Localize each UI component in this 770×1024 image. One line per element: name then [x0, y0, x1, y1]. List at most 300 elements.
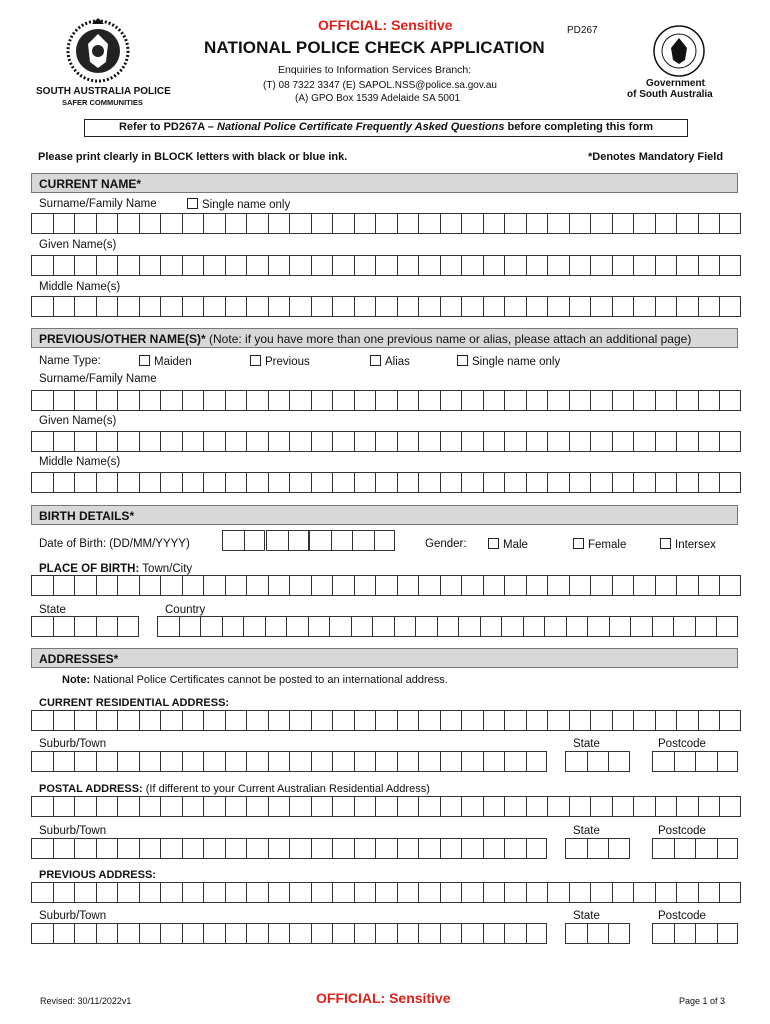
- char-box[interactable]: [590, 472, 612, 493]
- char-box[interactable]: [375, 710, 397, 731]
- char-box[interactable]: [117, 616, 139, 637]
- char-box[interactable]: [415, 616, 437, 637]
- char-box[interactable]: [547, 796, 569, 817]
- char-box[interactable]: [483, 296, 505, 317]
- previous-checkbox[interactable]: Previous: [250, 355, 310, 368]
- char-box[interactable]: [289, 472, 311, 493]
- char-box[interactable]: [354, 213, 376, 234]
- char-box[interactable]: [504, 255, 526, 276]
- char-box[interactable]: [96, 431, 118, 452]
- char-box[interactable]: [139, 882, 161, 903]
- char-box[interactable]: [246, 838, 268, 859]
- char-box[interactable]: [244, 530, 266, 551]
- char-box[interactable]: [440, 796, 462, 817]
- char-box[interactable]: [311, 296, 333, 317]
- char-box[interactable]: [329, 616, 351, 637]
- char-box[interactable]: [74, 751, 96, 772]
- char-box[interactable]: [160, 213, 182, 234]
- char-box[interactable]: [458, 616, 480, 637]
- char-box[interactable]: [440, 751, 462, 772]
- char-box[interactable]: [504, 923, 526, 944]
- char-box[interactable]: [289, 213, 311, 234]
- char-box[interactable]: [590, 575, 612, 596]
- char-box[interactable]: [309, 530, 331, 551]
- char-box[interactable]: [96, 213, 118, 234]
- char-box[interactable]: [160, 255, 182, 276]
- char-box[interactable]: [418, 796, 440, 817]
- char-box[interactable]: [117, 882, 139, 903]
- char-box[interactable]: [526, 838, 548, 859]
- char-box[interactable]: [268, 882, 290, 903]
- char-box[interactable]: [246, 296, 268, 317]
- char-box[interactable]: [569, 255, 591, 276]
- char-box[interactable]: [526, 472, 548, 493]
- char-box[interactable]: [225, 923, 247, 944]
- char-box[interactable]: [117, 838, 139, 859]
- char-box[interactable]: [225, 751, 247, 772]
- char-box[interactable]: [53, 575, 75, 596]
- char-box[interactable]: [268, 431, 290, 452]
- char-box[interactable]: [246, 796, 268, 817]
- char-box[interactable]: [526, 213, 548, 234]
- char-box[interactable]: [504, 575, 526, 596]
- char-box[interactable]: [268, 296, 290, 317]
- char-box[interactable]: [608, 838, 630, 859]
- char-box[interactable]: [461, 882, 483, 903]
- char-box[interactable]: [608, 751, 630, 772]
- char-box[interactable]: [139, 575, 161, 596]
- char-box[interactable]: [633, 472, 655, 493]
- char-box[interactable]: [676, 390, 698, 411]
- char-box[interactable]: [440, 923, 462, 944]
- char-box[interactable]: [397, 213, 419, 234]
- alias-checkbox[interactable]: Alias: [370, 355, 410, 368]
- char-box[interactable]: [397, 923, 419, 944]
- char-box[interactable]: [351, 616, 373, 637]
- char-box[interactable]: [53, 390, 75, 411]
- char-box[interactable]: [397, 431, 419, 452]
- char-box[interactable]: [268, 710, 290, 731]
- char-box[interactable]: [268, 751, 290, 772]
- char-box[interactable]: [547, 213, 569, 234]
- char-box[interactable]: [289, 751, 311, 772]
- char-box[interactable]: [160, 882, 182, 903]
- char-box[interactable]: [332, 796, 354, 817]
- char-box[interactable]: [74, 838, 96, 859]
- char-box[interactable]: [311, 213, 333, 234]
- char-box[interactable]: [289, 796, 311, 817]
- char-box[interactable]: [311, 575, 333, 596]
- char-box[interactable]: [375, 575, 397, 596]
- char-box[interactable]: [246, 213, 268, 234]
- char-box[interactable]: [590, 296, 612, 317]
- char-box[interactable]: [547, 431, 569, 452]
- current-address-field[interactable]: [31, 710, 741, 731]
- char-box[interactable]: [160, 390, 182, 411]
- checkbox-box[interactable]: [139, 355, 150, 366]
- char-box[interactable]: [182, 472, 204, 493]
- char-box[interactable]: [480, 616, 502, 637]
- char-box[interactable]: [719, 710, 741, 731]
- char-box[interactable]: [182, 882, 204, 903]
- char-box[interactable]: [311, 431, 333, 452]
- char-box[interactable]: [53, 431, 75, 452]
- postal-address-field[interactable]: [31, 796, 741, 817]
- char-box[interactable]: [698, 296, 720, 317]
- char-box[interactable]: [246, 882, 268, 903]
- char-box[interactable]: [74, 575, 96, 596]
- char-box[interactable]: [117, 213, 139, 234]
- char-box[interactable]: [544, 616, 566, 637]
- char-box[interactable]: [139, 213, 161, 234]
- char-box[interactable]: [676, 796, 698, 817]
- char-box[interactable]: [160, 796, 182, 817]
- char-box[interactable]: [74, 255, 96, 276]
- char-box[interactable]: [139, 390, 161, 411]
- char-box[interactable]: [461, 296, 483, 317]
- char-box[interactable]: [612, 213, 634, 234]
- checkbox-box[interactable]: [457, 355, 468, 366]
- current-postcode-field[interactable]: [652, 751, 738, 772]
- char-box[interactable]: [332, 838, 354, 859]
- char-box[interactable]: [160, 751, 182, 772]
- char-box[interactable]: [117, 796, 139, 817]
- char-box[interactable]: [547, 710, 569, 731]
- char-box[interactable]: [74, 296, 96, 317]
- char-box[interactable]: [461, 213, 483, 234]
- char-box[interactable]: [203, 710, 225, 731]
- char-box[interactable]: [160, 838, 182, 859]
- char-box[interactable]: [117, 390, 139, 411]
- previous-single-name-checkbox[interactable]: Single name only: [457, 355, 560, 368]
- char-box[interactable]: [354, 882, 376, 903]
- char-box[interactable]: [676, 472, 698, 493]
- char-box[interactable]: [139, 255, 161, 276]
- char-box[interactable]: [483, 796, 505, 817]
- char-box[interactable]: [526, 296, 548, 317]
- char-box[interactable]: [203, 431, 225, 452]
- char-box[interactable]: [676, 710, 698, 731]
- char-box[interactable]: [222, 616, 244, 637]
- char-box[interactable]: [354, 390, 376, 411]
- char-box[interactable]: [590, 255, 612, 276]
- char-box[interactable]: [526, 882, 548, 903]
- female-checkbox[interactable]: Female: [573, 538, 626, 551]
- char-box[interactable]: [225, 255, 247, 276]
- char-box[interactable]: [96, 796, 118, 817]
- char-box[interactable]: [633, 796, 655, 817]
- char-box[interactable]: [612, 431, 634, 452]
- char-box[interactable]: [74, 796, 96, 817]
- char-box[interactable]: [526, 923, 548, 944]
- char-box[interactable]: [53, 923, 75, 944]
- char-box[interactable]: [483, 710, 505, 731]
- char-box[interactable]: [311, 390, 333, 411]
- char-box[interactable]: [311, 923, 333, 944]
- char-box[interactable]: [74, 431, 96, 452]
- char-box[interactable]: [332, 923, 354, 944]
- char-box[interactable]: [268, 923, 290, 944]
- char-box[interactable]: [74, 710, 96, 731]
- char-box[interactable]: [526, 796, 548, 817]
- char-box[interactable]: [375, 882, 397, 903]
- char-box[interactable]: [31, 255, 53, 276]
- char-box[interactable]: [139, 838, 161, 859]
- char-box[interactable]: [354, 710, 376, 731]
- char-box[interactable]: [289, 296, 311, 317]
- char-box[interactable]: [311, 882, 333, 903]
- char-box[interactable]: [587, 751, 609, 772]
- char-box[interactable]: [652, 923, 674, 944]
- char-box[interactable]: [633, 296, 655, 317]
- char-box[interactable]: [354, 838, 376, 859]
- char-box[interactable]: [53, 710, 75, 731]
- char-box[interactable]: [526, 431, 548, 452]
- char-box[interactable]: [501, 616, 523, 637]
- char-box[interactable]: [246, 255, 268, 276]
- char-box[interactable]: [96, 472, 118, 493]
- char-box[interactable]: [526, 390, 548, 411]
- char-box[interactable]: [698, 213, 720, 234]
- char-box[interactable]: [332, 213, 354, 234]
- char-box[interactable]: [203, 390, 225, 411]
- char-box[interactable]: [289, 575, 311, 596]
- char-box[interactable]: [695, 838, 717, 859]
- char-box[interactable]: [655, 255, 677, 276]
- char-box[interactable]: [569, 796, 591, 817]
- char-box[interactable]: [96, 296, 118, 317]
- char-box[interactable]: [222, 530, 244, 551]
- char-box[interactable]: [332, 472, 354, 493]
- char-box[interactable]: [461, 751, 483, 772]
- char-box[interactable]: [566, 616, 588, 637]
- char-box[interactable]: [53, 882, 75, 903]
- char-box[interactable]: [652, 838, 674, 859]
- char-box[interactable]: [504, 296, 526, 317]
- char-box[interactable]: [203, 796, 225, 817]
- char-box[interactable]: [461, 710, 483, 731]
- checkbox-box[interactable]: [573, 538, 584, 549]
- char-box[interactable]: [440, 882, 462, 903]
- char-box[interactable]: [483, 431, 505, 452]
- char-box[interactable]: [268, 255, 290, 276]
- char-box[interactable]: [74, 923, 96, 944]
- postal-state-field[interactable]: [565, 838, 630, 859]
- char-box[interactable]: [719, 390, 741, 411]
- char-box[interactable]: [268, 213, 290, 234]
- char-box[interactable]: [565, 923, 587, 944]
- previous-middle-field[interactable]: [31, 472, 741, 493]
- char-box[interactable]: [374, 530, 396, 551]
- char-box[interactable]: [590, 710, 612, 731]
- char-box[interactable]: [203, 751, 225, 772]
- char-box[interactable]: [308, 616, 330, 637]
- char-box[interactable]: [375, 255, 397, 276]
- char-box[interactable]: [352, 530, 374, 551]
- char-box[interactable]: [225, 575, 247, 596]
- char-box[interactable]: [117, 923, 139, 944]
- char-box[interactable]: [31, 472, 53, 493]
- char-box[interactable]: [461, 255, 483, 276]
- char-box[interactable]: [461, 923, 483, 944]
- char-box[interactable]: [375, 796, 397, 817]
- char-box[interactable]: [117, 296, 139, 317]
- char-box[interactable]: [612, 255, 634, 276]
- char-box[interactable]: [483, 213, 505, 234]
- char-box[interactable]: [612, 390, 634, 411]
- char-box[interactable]: [397, 472, 419, 493]
- checkbox-box[interactable]: [250, 355, 261, 366]
- char-box[interactable]: [246, 390, 268, 411]
- char-box[interactable]: [31, 616, 53, 637]
- char-box[interactable]: [53, 472, 75, 493]
- char-box[interactable]: [289, 255, 311, 276]
- char-box[interactable]: [719, 255, 741, 276]
- char-box[interactable]: [139, 796, 161, 817]
- char-box[interactable]: [53, 796, 75, 817]
- dob-year-field[interactable]: [309, 530, 395, 551]
- char-box[interactable]: [461, 431, 483, 452]
- char-box[interactable]: [182, 296, 204, 317]
- char-box[interactable]: [31, 710, 53, 731]
- char-box[interactable]: [523, 616, 545, 637]
- char-box[interactable]: [96, 923, 118, 944]
- char-box[interactable]: [332, 710, 354, 731]
- char-box[interactable]: [630, 616, 652, 637]
- char-box[interactable]: [397, 296, 419, 317]
- char-box[interactable]: [117, 472, 139, 493]
- char-box[interactable]: [440, 472, 462, 493]
- char-box[interactable]: [266, 530, 288, 551]
- char-box[interactable]: [717, 923, 739, 944]
- char-box[interactable]: [698, 796, 720, 817]
- char-box[interactable]: [612, 472, 634, 493]
- char-box[interactable]: [418, 882, 440, 903]
- char-box[interactable]: [418, 472, 440, 493]
- char-box[interactable]: [547, 575, 569, 596]
- char-box[interactable]: [53, 255, 75, 276]
- char-box[interactable]: [695, 923, 717, 944]
- char-box[interactable]: [698, 472, 720, 493]
- char-box[interactable]: [96, 255, 118, 276]
- char-box[interactable]: [182, 796, 204, 817]
- char-box[interactable]: [289, 710, 311, 731]
- char-box[interactable]: [633, 575, 655, 596]
- checkbox-box[interactable]: [187, 198, 198, 209]
- char-box[interactable]: [31, 838, 53, 859]
- char-box[interactable]: [160, 710, 182, 731]
- char-box[interactable]: [612, 296, 634, 317]
- char-box[interactable]: [612, 796, 634, 817]
- char-box[interactable]: [698, 255, 720, 276]
- char-box[interactable]: [397, 710, 419, 731]
- char-box[interactable]: [332, 575, 354, 596]
- char-box[interactable]: [246, 431, 268, 452]
- char-box[interactable]: [547, 390, 569, 411]
- char-box[interactable]: [311, 255, 333, 276]
- char-box[interactable]: [31, 575, 53, 596]
- char-box[interactable]: [160, 296, 182, 317]
- char-box[interactable]: [354, 472, 376, 493]
- char-box[interactable]: [676, 213, 698, 234]
- birth-state-field[interactable]: [31, 616, 139, 637]
- char-box[interactable]: [332, 296, 354, 317]
- char-box[interactable]: [397, 751, 419, 772]
- char-box[interactable]: [418, 255, 440, 276]
- birth-country-field[interactable]: [157, 616, 738, 637]
- char-box[interactable]: [289, 923, 311, 944]
- char-box[interactable]: [286, 616, 308, 637]
- char-box[interactable]: [612, 882, 634, 903]
- char-box[interactable]: [547, 255, 569, 276]
- char-box[interactable]: [633, 213, 655, 234]
- char-box[interactable]: [698, 431, 720, 452]
- char-box[interactable]: [375, 923, 397, 944]
- char-box[interactable]: [332, 255, 354, 276]
- char-box[interactable]: [633, 431, 655, 452]
- char-box[interactable]: [608, 923, 630, 944]
- char-box[interactable]: [676, 296, 698, 317]
- char-box[interactable]: [674, 923, 696, 944]
- postal-postcode-field[interactable]: [652, 838, 738, 859]
- char-box[interactable]: [31, 213, 53, 234]
- char-box[interactable]: [225, 213, 247, 234]
- intersex-checkbox[interactable]: Intersex: [660, 538, 716, 551]
- char-box[interactable]: [31, 390, 53, 411]
- char-box[interactable]: [96, 882, 118, 903]
- char-box[interactable]: [268, 838, 290, 859]
- char-box[interactable]: [397, 255, 419, 276]
- char-box[interactable]: [31, 431, 53, 452]
- char-box[interactable]: [74, 616, 96, 637]
- char-box[interactable]: [698, 390, 720, 411]
- char-box[interactable]: [332, 882, 354, 903]
- current-suburb-field[interactable]: [31, 751, 547, 772]
- char-box[interactable]: [354, 296, 376, 317]
- char-box[interactable]: [569, 882, 591, 903]
- char-box[interactable]: [418, 390, 440, 411]
- char-box[interactable]: [526, 255, 548, 276]
- birth-town-field[interactable]: [31, 575, 741, 596]
- char-box[interactable]: [717, 751, 739, 772]
- char-box[interactable]: [719, 296, 741, 317]
- current-middle-field[interactable]: [31, 296, 741, 317]
- char-box[interactable]: [547, 882, 569, 903]
- char-box[interactable]: [569, 431, 591, 452]
- char-box[interactable]: [225, 882, 247, 903]
- char-box[interactable]: [440, 213, 462, 234]
- char-box[interactable]: [719, 575, 741, 596]
- char-box[interactable]: [655, 710, 677, 731]
- char-box[interactable]: [96, 575, 118, 596]
- char-box[interactable]: [375, 213, 397, 234]
- postal-suburb-field[interactable]: [31, 838, 547, 859]
- char-box[interactable]: [698, 882, 720, 903]
- char-box[interactable]: [246, 710, 268, 731]
- char-box[interactable]: [674, 751, 696, 772]
- char-box[interactable]: [203, 472, 225, 493]
- char-box[interactable]: [160, 923, 182, 944]
- char-box[interactable]: [53, 616, 75, 637]
- char-box[interactable]: [332, 390, 354, 411]
- char-box[interactable]: [372, 616, 394, 637]
- char-box[interactable]: [719, 472, 741, 493]
- char-box[interactable]: [354, 575, 376, 596]
- checkbox-box[interactable]: [488, 538, 499, 549]
- char-box[interactable]: [565, 838, 587, 859]
- char-box[interactable]: [504, 213, 526, 234]
- char-box[interactable]: [397, 882, 419, 903]
